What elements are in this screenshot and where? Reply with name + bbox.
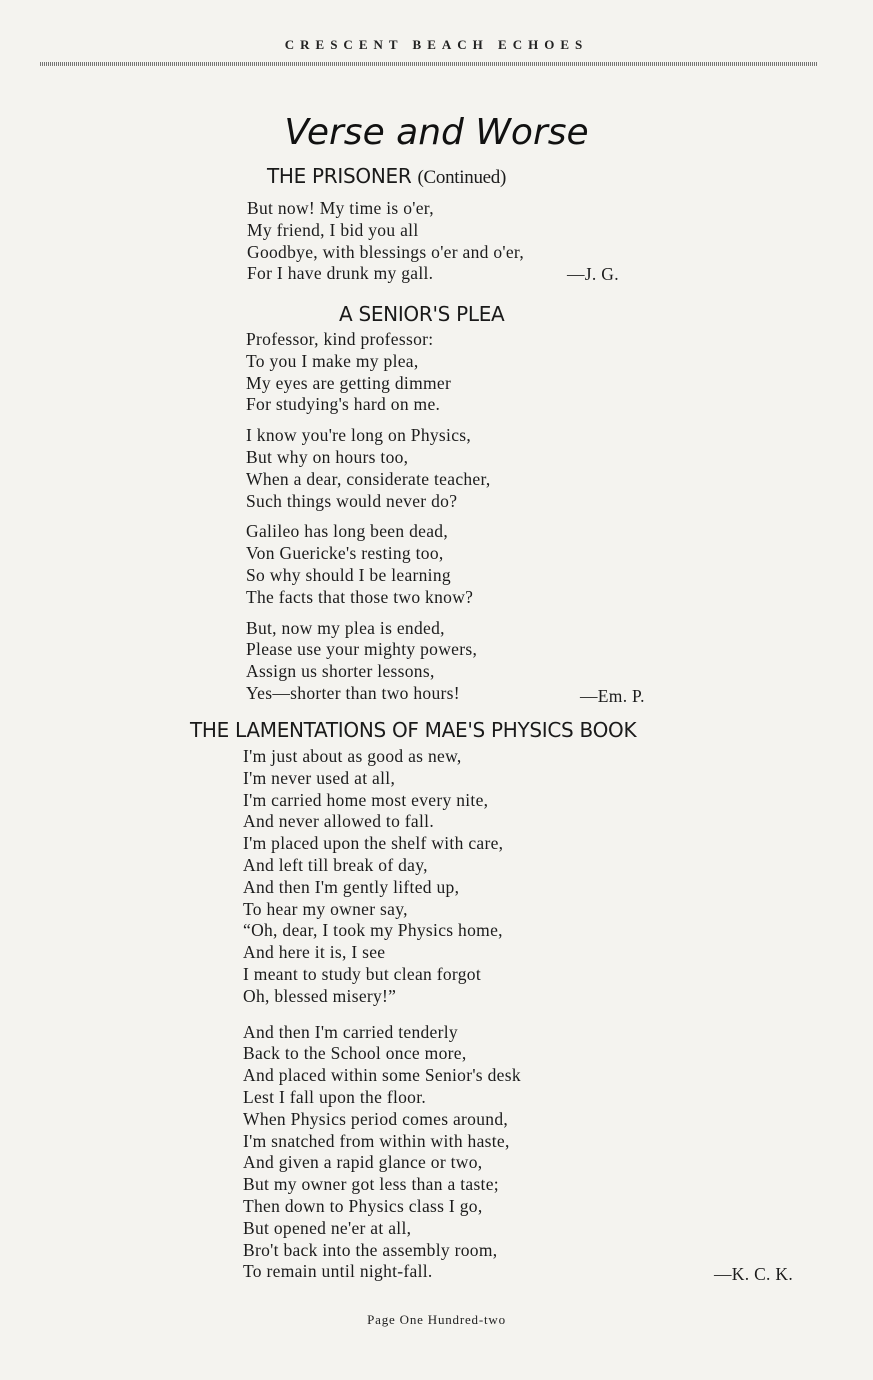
prisoner-poem — [247, 198, 524, 285]
poem-line: I'm placed upon the shelf with care, — [243, 833, 504, 854]
poem-line: Then down to Physics class I go, — [243, 1195, 483, 1216]
poem-line: To remain until night-fall. — [243, 1261, 433, 1282]
poem-line: Oh, blessed misery!” — [243, 985, 397, 1006]
poem-line: For I have drunk my gall. — [247, 263, 434, 284]
poem-line: Please use your mighty powers, — [246, 639, 478, 660]
poem-line: And here it is, I see — [243, 942, 386, 963]
poem-line: But why on hours too, — [246, 446, 409, 467]
lament-poem — [243, 746, 521, 1283]
poem-line: But, now my plea is ended, — [246, 617, 445, 638]
poem-line: I know you're long on Physics, — [246, 425, 472, 446]
poem-line: I'm never used at all, — [243, 767, 396, 788]
plea-signature: —Em. P. — [580, 686, 645, 706]
poem-line: And then I'm carried tenderly — [243, 1021, 458, 1042]
poem-line: Goodbye, with blessings o'er and o'er, — [247, 241, 525, 262]
poem-line: Galileo has long been dead, — [246, 521, 448, 542]
poem-line: To hear my owner say, — [243, 898, 408, 919]
poem-line: And then I'm gently lifted up, — [243, 876, 460, 897]
plea-poem — [246, 329, 491, 705]
prisoner-title: THE PRISONER — [267, 164, 412, 188]
poem-line: I'm carried home most every nite, — [243, 789, 489, 810]
poem-line: I'm just about as good as new, — [243, 746, 462, 766]
poem-line: And placed within some Senior's desk — [243, 1065, 521, 1086]
page-title: Verse and Worse — [284, 112, 589, 153]
poem-line: And left till break of day, — [243, 854, 428, 875]
poem-line: I meant to study but clean forgot — [243, 963, 481, 984]
poem-line: “Oh, dear, I took my Physics home, — [243, 920, 503, 941]
prisoner-continued: (Continued) — [417, 167, 507, 188]
prisoner-heading — [267, 164, 506, 189]
poem-line: My eyes are getting dimmer — [246, 372, 452, 393]
poem-line: But now! My time is o'er, — [247, 198, 434, 218]
poem-line: Lest I fall upon the floor. — [243, 1086, 427, 1107]
poem-line: When Physics period comes around, — [243, 1108, 509, 1129]
poem-line: Back to the School once more, — [243, 1043, 467, 1064]
poem-line: And given a rapid glance or two, — [243, 1152, 483, 1173]
poem-line: So why should I be learning — [246, 564, 451, 585]
poem-line: Professor, kind professor: — [246, 329, 434, 349]
poem-line: Such things would never do? — [246, 490, 458, 511]
prisoner-signature: —J. G. — [567, 264, 619, 284]
poem-line: For studying's hard on me. — [246, 394, 441, 415]
header-rule — [40, 62, 818, 66]
poem-line: I'm snatched from within with haste, — [243, 1130, 510, 1151]
poem-line: Yes—shorter than two hours! — [246, 682, 460, 703]
poem-line: Von Guericke's resting too, — [246, 543, 444, 564]
poem-line: The facts that those two know? — [246, 586, 474, 607]
poem-line: And never allowed to fall. — [243, 811, 435, 832]
poem-line: To you I make my plea, — [246, 350, 419, 371]
running-header: CRESCENT BEACH ECHOES — [284, 37, 589, 52]
page-number: Page One Hundred-two — [367, 1312, 506, 1327]
poem-line: When a dear, considerate teacher, — [246, 468, 491, 489]
lament-heading: THE LAMENTATIONS OF MAE'S PHYSICS BOOK — [190, 718, 637, 742]
poem-line: Bro't back into the assembly room, — [243, 1239, 498, 1260]
poem-line: But my owner got less than a taste; — [243, 1174, 499, 1195]
poem-line: My friend, I bid you all — [247, 219, 419, 240]
lament-signature: —K. C. K. — [714, 1264, 794, 1284]
plea-heading: A SENIOR'S PLEA — [339, 302, 505, 326]
poem-line: Assign us shorter lessons, — [246, 661, 435, 682]
poem-line: But opened ne'er at all, — [243, 1217, 412, 1238]
